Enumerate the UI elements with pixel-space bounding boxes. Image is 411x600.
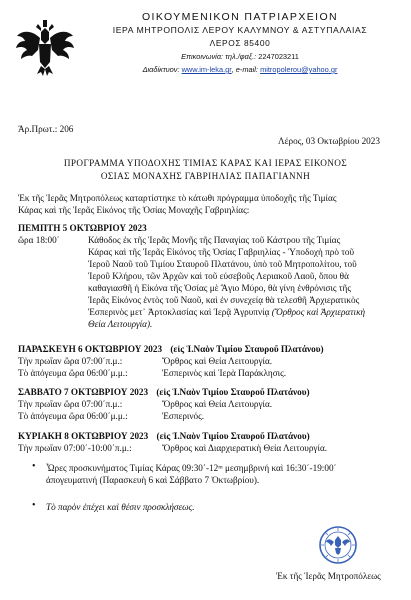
web-line bbox=[60, 65, 411, 74]
thursday-line: Ἱεροῦ Ναοῦ τοῦ Τιμίου Σταυροῦ Πλατάνου, ὑπὸ τοῦ Μητροπολίτου, τοῦ bbox=[88, 259, 357, 269]
schedule-event: Ὄρθρος καὶ Θεία Λειτουργία. bbox=[162, 356, 273, 366]
patriarchate-name: ΟΙΚΟΥΜΕΝΙΚΟΝ ΠΑΤΡΙΑΡΧΕΙΟΝ bbox=[141, 11, 339, 23]
thursday-line-main: Ἑσπερινὸς μετ᾽ Ἀρτοκλασίας καὶ Ἱερᾷ Ἀγρυπνίᾳ bbox=[88, 307, 270, 317]
website-label: Διαδίκτυον: bbox=[142, 65, 180, 74]
thursday-heading: ΠΕΜΠΤΗ 5 ΟΚΤΩΒΡΙΟΥ 2023 bbox=[18, 223, 147, 233]
contact-line bbox=[60, 52, 411, 61]
email-link[interactable]: mitropolerou@yahoo.gr bbox=[260, 65, 338, 74]
saturday-day: ΣΑΒΒΑΤΟ 7 ΟΚΤΩΒΡΙΟΥ 2023 bbox=[18, 387, 149, 397]
schedule-time: Τὸ ἀπόγευμα ὥρα 06:00΄μ.μ.: bbox=[18, 411, 128, 421]
protocol-number: Άρ.Πρωτ.: 206 bbox=[18, 124, 74, 134]
thursday-time: ὥρα 18:00΄ bbox=[18, 235, 60, 245]
letterhead bbox=[0, 8, 411, 88]
postal-code: ΛΕΡΟΣ 85400 bbox=[209, 38, 271, 48]
document-date: Λέρος, 03 Οκτωβρίου 2023 bbox=[278, 136, 380, 146]
friday-heading bbox=[18, 343, 324, 355]
phone-number: 2247023211 bbox=[258, 52, 299, 61]
bullet-icon: • bbox=[32, 500, 36, 511]
thursday-line: Κάθοδος ἐκ τῆς Ἱερᾶς Μονῆς τῆς Παναγίας τοῦ Κάστρου τῆς Τιμίας bbox=[88, 235, 341, 245]
website-link[interactable]: www.im-leka.gr bbox=[181, 65, 232, 74]
thursday-line bbox=[88, 306, 365, 318]
intro-line-1: Ἐκ τῆς Ἱερᾶς Μητροπόλεως καταρτίστηκε τὸ κάτωθι πρόγραμμα ὑποδοχῆς τῆς Τιμίας bbox=[18, 193, 337, 203]
schedule-event: Ὄρθρος καὶ Θεία Λειτουργία. bbox=[162, 399, 273, 409]
metropolis-seal-icon bbox=[318, 525, 358, 565]
saturday-heading bbox=[18, 386, 310, 398]
thursday-line: Ἱερᾶς Εἰκόνος ἐντὸς τοῦ Ναοῦ, καὶ ἐν συνεχείᾳ θὰ τελεσθῆ Ἀρχιερατικὸς bbox=[88, 295, 360, 305]
sunday-place: (εἰς Ἱ.Ναὸν Τιμίου Σταυροῦ Πλατάνου) bbox=[156, 431, 310, 441]
document-title-line-1: ΠΡΟΓΡΑΜΜΑ ΥΠΟΔΟΧΗΣ ΤΙΜΙΑΣ ΚΑΡΑΣ ΚΑΙ ΙΕΡΑΣ ΕΙΚΟΝΟΣ bbox=[63, 158, 348, 168]
thursday-line: καθαγιασθῆ ἡ Εἰκόνα τῆς Ὁσίας μὲ Ἅγιο Μύρο, θὰ γίνη ἐνθρόνισις τῆς bbox=[88, 283, 351, 293]
sunday-day: ΚΥΡΙΑΚΗ 8 ΟΚΤΩΒΡΙΟΥ 2023 bbox=[18, 431, 149, 441]
intro-line-2: Κάρας καὶ τῆς Ἱερᾶς Εἰκόνος τῆς Ὁσίας Μοναχῆς Γαβριηλίας: bbox=[18, 205, 250, 215]
schedule-time: Τὴν πρωΐαν ὥρα 07:00΄π.μ.: bbox=[18, 356, 123, 366]
veneration-hours-line-1: Ὧρες προσκυνήματος Τιμίας Κάρας 09:30΄-12ᵐ μεσημβρινή καὶ 16:30΄-19:00΄ bbox=[46, 463, 337, 473]
bullet-icon: • bbox=[32, 461, 36, 472]
schedule-event: Ἑσπερινός. bbox=[162, 411, 205, 421]
contact-label: Επικοινωνία: τηλ./φαξ.: bbox=[181, 52, 257, 61]
email-label: , e-mail: bbox=[231, 65, 258, 74]
signature-line: Ἐκ τῆς Ἱερᾶς Μητροπόλεως bbox=[276, 571, 381, 581]
thursday-last-line: Θεία Λειτουργία). bbox=[88, 319, 153, 329]
schedule-time: Τὸ ἀπόγευμα ὥρα 06:00΄μ.μ.: bbox=[18, 368, 128, 378]
document-title-line-2: ΟΣΙΑΣ ΜΟΝΑΧΗΣ ΓΑΒΡΙΗΛΙΑΣ ΠΑΠΑΓΙΑΝΝΗ bbox=[100, 171, 311, 181]
thursday-line: Ἱεροῦ Κλήρου, τῶν Ἀρχῶν καὶ τοῦ εὐσεβοῦς Λεριακοῦ Λαοῦ, ὅπου θὰ bbox=[88, 271, 349, 281]
schedule-event: Ὄρθρος καὶ Διαρχιερατικὴ Θεία Λειτουργία. bbox=[162, 443, 328, 453]
schedule-time: Τὴν πρωΐαν ὥρα 07:00΄π.μ.: bbox=[18, 399, 123, 409]
thursday-line: Κάρας καὶ τῆς Ἱερᾶς Εἰκόνος τῆς Ὁσίας Γαβριηλίας - Ὑποδοχὴ πρὸ τοῦ bbox=[88, 247, 355, 257]
friday-place: (εἰς Ἱ.Ναὸν Τιμίου Σταυροῦ Πλατάνου) bbox=[170, 344, 324, 354]
sunday-heading bbox=[18, 430, 310, 442]
saturday-place: (εἰς Ἱ.Ναὸν Τιμίου Σταυροῦ Πλατάνου) bbox=[156, 387, 310, 397]
metropolis-name: ΙΕΡΑ ΜΗΤΡΟΠΟΛΙΣ ΛΕΡΟΥ ΚΑΛΥΜΝΟΥ & ΑΣΤΥΠΑΛΑΙΑΣ bbox=[112, 25, 368, 35]
friday-day: ΠΑΡΑΣΚΕΥΗ 6 ΟΚΤΩΒΡΙΟΥ 2023 bbox=[18, 344, 163, 354]
schedule-time: Τὴν πρωΐαν 07:00΄-10:00΄π.μ.: bbox=[18, 443, 132, 453]
schedule-event: Ἑσπερινὸς καὶ Ἱερὰ Παράκλησις. bbox=[162, 368, 287, 378]
invitation-note: Τὸ παρὸν ἐπέχει καὶ θέσιν προσκλήσεως. bbox=[46, 502, 195, 512]
veneration-hours-line-2: ἀπογευματινή (Παρασκευὴ 6 καὶ Σάββατο 7 Ὀκτωβρίου). bbox=[46, 475, 260, 485]
thursday-line-tail: (Ὄρθρος καὶ Ἀρχιερατικὴ bbox=[271, 307, 366, 317]
